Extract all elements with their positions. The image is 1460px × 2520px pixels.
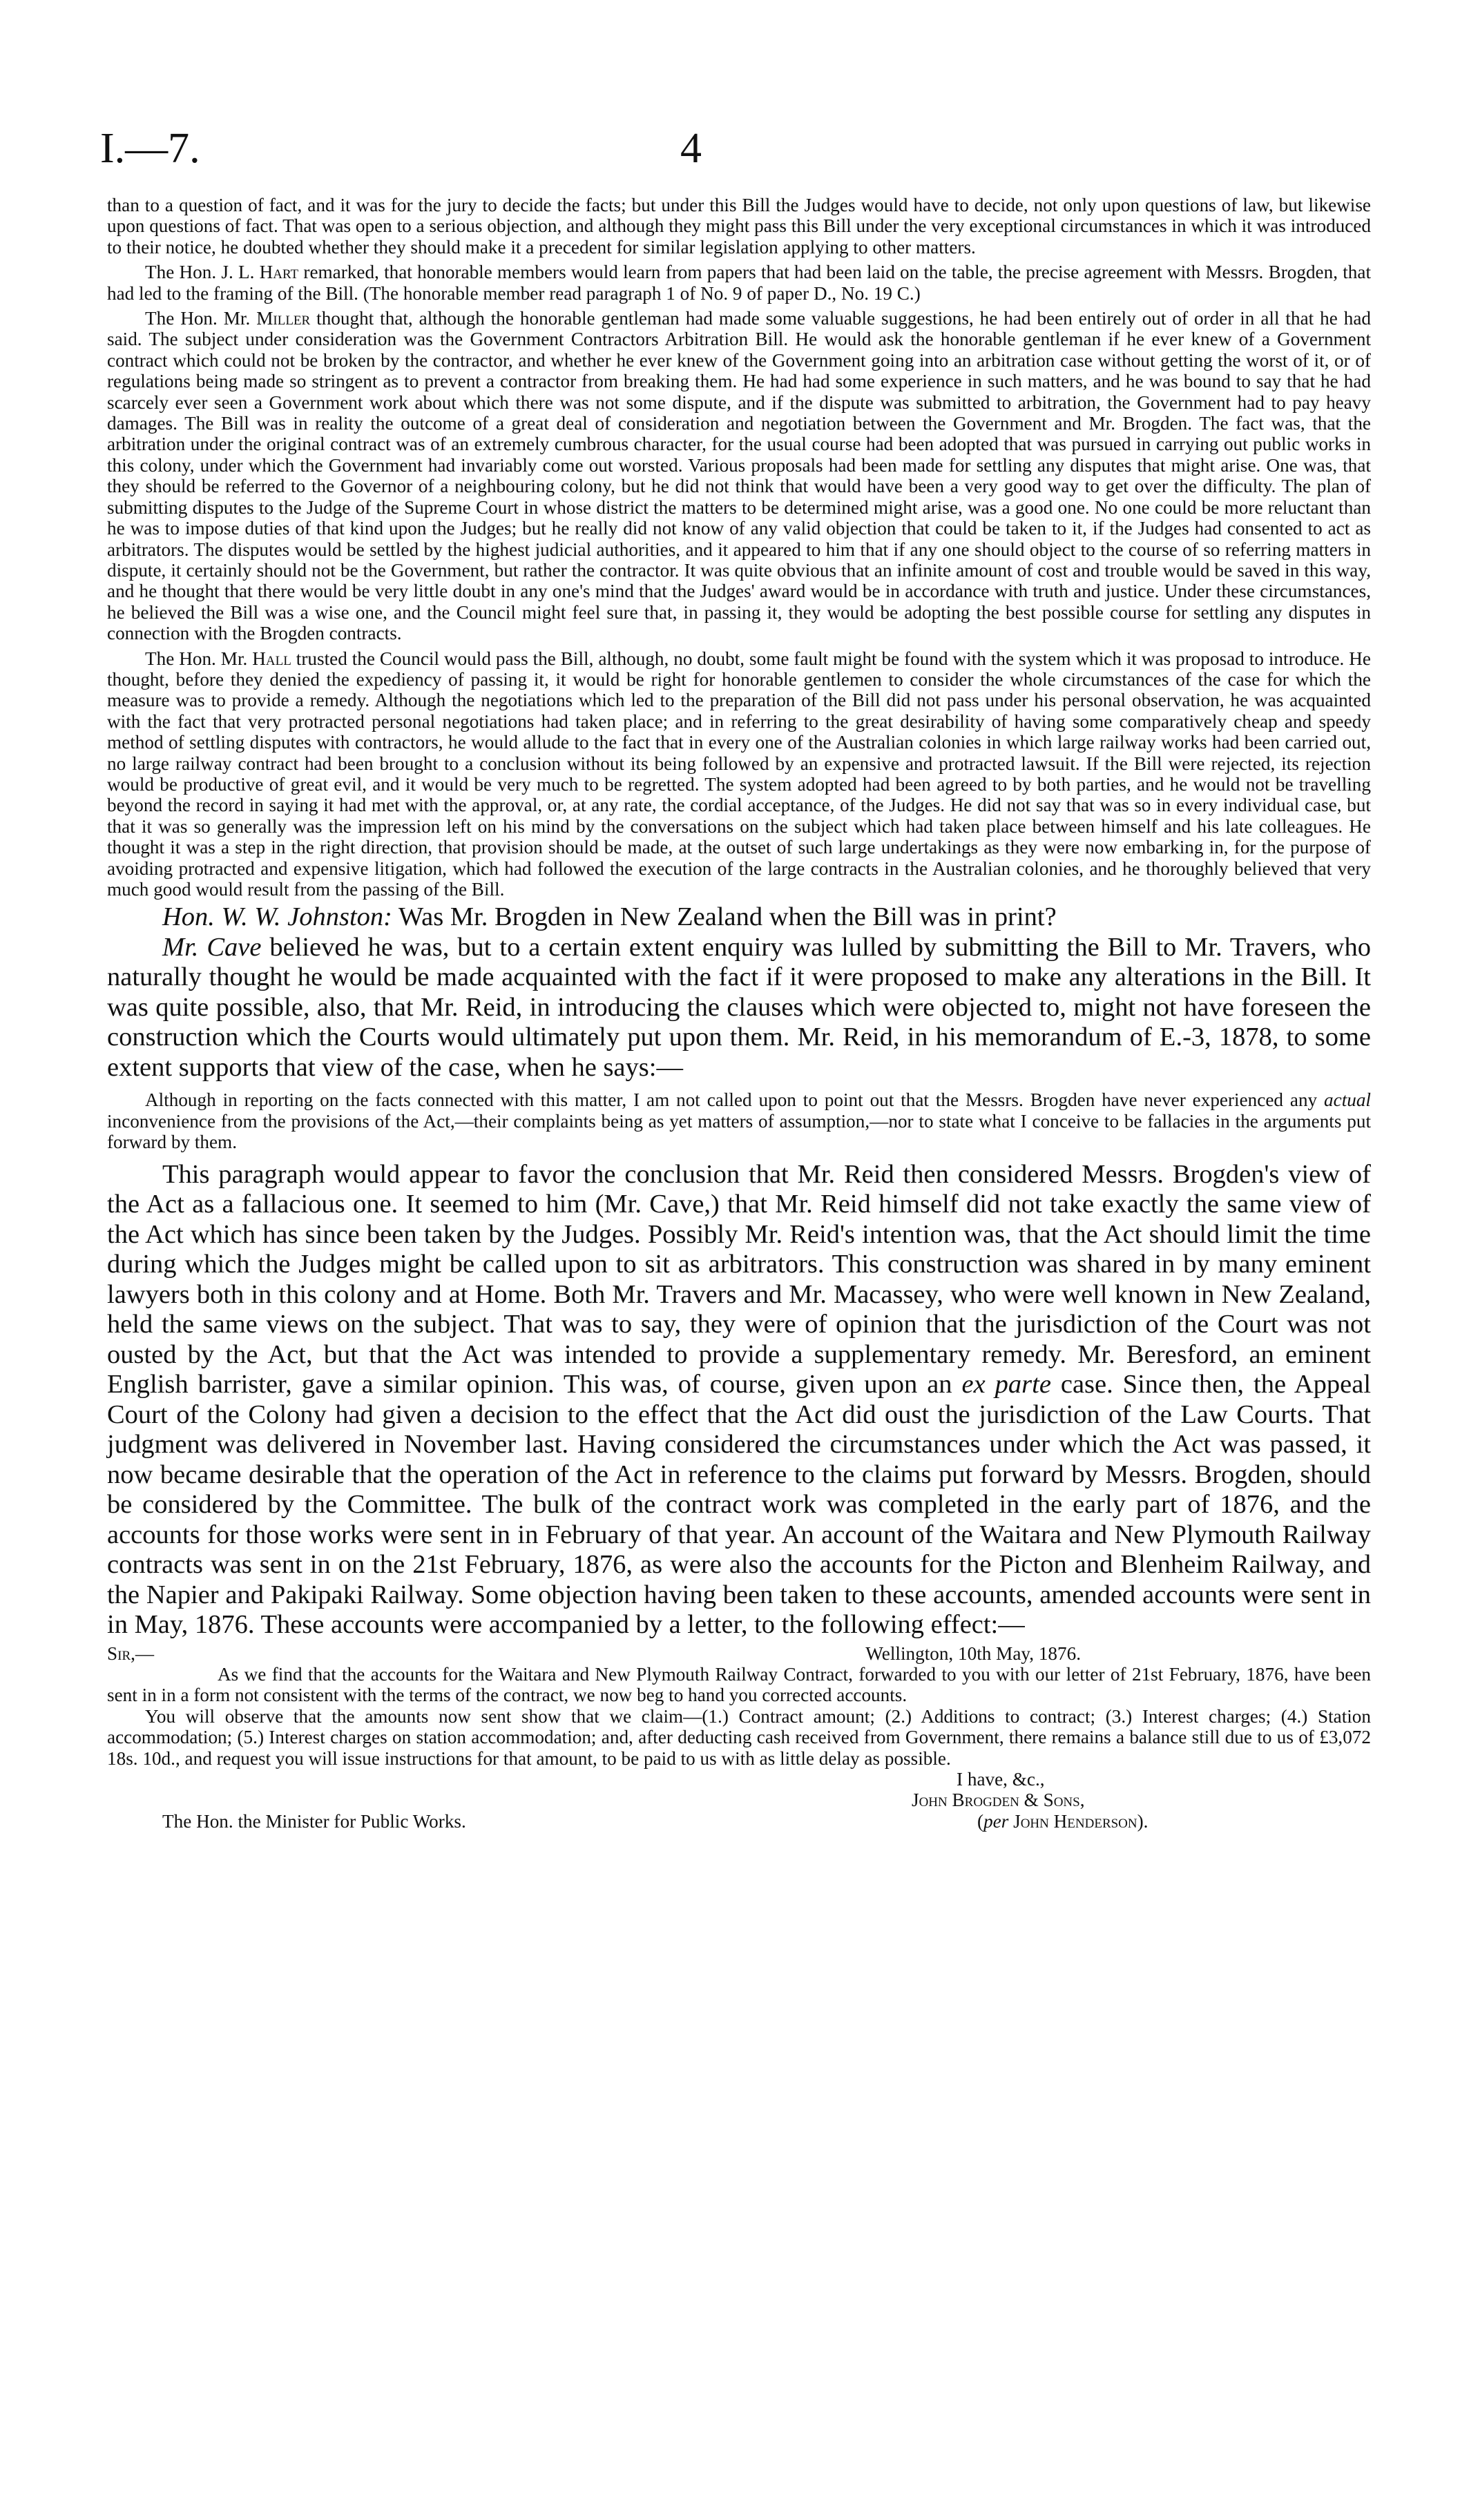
speaker-name: Miller: [256, 308, 311, 329]
paragraph-cave-continued: [107, 1160, 1371, 1640]
page-reference: I.—7.: [100, 125, 200, 172]
letter-place-date: Wellington, 10th May, 1876.: [865, 1642, 1081, 1664]
paragraph-hart: [107, 262, 1371, 304]
paragraph-text: thought that, although the honorable gentleman had made some valuable suggestions, he had been entirely out of order in all that he had said. The subject under consideration was the Government Contractors Arbitration Bill. He would ask the honorable gentleman if he ever knew of a Government contract which could not be broken by the contractor, and whether he ever knew of the Government going into an arbitration case without getting the worst of it, or of regulations being made so stringent as to prevent a contractor from breaking them. He had had some experience in such matters, and he was bound to say that he had scarcely ever seen a Government work about which there was not some dispute, and if the dispute was submitted to arbitration, the Government had to pay heavy damages. The Bill was in reality the outcome of a great deal of consideration and negotiation between the Government and Mr. Brogden. The fact was, that the arbitration under the original contract was of an extremely cumbrous character, for the usual course had been adopted that was pursued in carrying out public works in this colony, under which the Government had invariably come out worsted. Various proposals had been made for settling any disputes that might arise. One was, that they should be referred to the Governor of a neighbouring colony, but he did not think that would have been a very good way to get over the difficulty. The plan of submitting disputes to the Judge of the Supreme Court in whose district the matters to be determined might arise, was a good one. No one could be more reluctant than he was to impose duties of that kind upon the Judges; but he really did not know of any valid objection that could be taken to it, if the Judges had consented to act as arbitrators. The disputes would be settled by the highest judicial authorities, and it appeared to him that if any one should object to the course of so referring matters in dispute, it certainly should not be the Government, but rather the contractor. It was quite obvious that an infinite amount of cost and trouble would be saved in this way, and he thought that there would be very little doubt in any one's mind that the Judges' award would be in accordance with truth and justice. Under these circumstances, he believed the Bill was a wise one, and the Council might feel sure that, in passing it, they would be adopting the best possible course for settling any disputes in connection with the Brogden contracts.: [107, 308, 1371, 644]
page-content: [107, 195, 1371, 1832]
speaker-lead: The Hon. Mr.: [145, 308, 251, 329]
letter-paragraph: You will observe that the amounts now sent show that we claim—(1.) Contract amount; (2.) Additions to contract; (3.) Interest charges; (4.) Station accommodation; (5.) Interest charges on station accommodation; and, after deducting cash received from Government, there remains a balance still due to us of £3,072 18s. 10d., and request you will issue instructions for that amount, to be paid to us with as little delay as possible.: [107, 1705, 1371, 1769]
paragraph-emphasis: ex parte: [961, 1370, 1051, 1399]
question-johnston: [107, 902, 1371, 933]
quote-text: Although in reporting on the facts connected with this matter, I am not called upon to point out that the Messrs. Brogden have never experienced any: [145, 1089, 1318, 1111]
letter-complimentary-close: I have, &c.,: [957, 1769, 1045, 1790]
letter-addressee: The Hon. the Minister for Public Works.: [162, 1810, 466, 1832]
speaker-name: Hon. W. W. Johnston:: [162, 902, 392, 932]
per-word: per: [983, 1810, 1009, 1832]
paragraph-hall: [107, 648, 1371, 900]
paragraph-continuation: than to a question of fact, and it was for the jury to decide the facts; but under this Bill the Judges would have to decide, not only upon questions of law, but likewise upon questions of fact. That was open to a serious objection, and although they might pass this Bill under the very exceptional circumstances in which it was introduced to their notice, he doubted whether they should make it a precedent for similar legislation applying to other matters.: [107, 195, 1371, 258]
paragraph-text: This paragraph would appear to favor the conclusion that Mr. Reid then considered Messrs. Brogden's view of the Act as a fallacious one. It seemed to him (Mr. Cave,) that Mr. Reid himself did not take exactly the same view of the Act which has since been taken by the Judges. Possibly Mr. Reid's intention was, that the Act should limit the time during which the Judges might be called upon to sit as arbitrators. This construction was shared in by many eminent lawyers both in this colony and at Home. Both Mr. Travers and Mr. Macassey, who were well known in New Zealand, held the same views on the subject. That was to say, they were of opinion that the jurisdiction of the Court was not ousted by the Act, but that the Act was intended to provide a supplementary remedy. Mr. Beresford, an eminent English barrister, gave a similar opinion. This was, of course, given upon an: [107, 1159, 1371, 1399]
letter-signature: John Brogden & Sons,: [912, 1790, 1085, 1811]
page-number: 4: [680, 125, 702, 172]
paragraph-text: Was Mr. Brogden in New Zealand when the Bill was in print?: [398, 902, 1057, 932]
quote-text: inconvenience from the provisions of the Act,—their complaints being as yet matters of assumption,—nor to state what I conceive to be fallacies in the arguments put forward by them.: [107, 1110, 1371, 1153]
paragraph-text: remarked, that honorable members would learn from papers that had been laid on the table, the precise agreement with Messrs. Brogden, that had led to the framing of the Bill. (The honorable member read paragraph 1 of No. 9 of paper D., No. 19 C.): [107, 262, 1372, 304]
letter-paragraph: As we find that the accounts for the Waitara and New Plymouth Railway Contract, forwarded to you with our letter of 21st February, 1876, have been sent in in a form not consistent with the terms of the contract, we now beg to hand you corrected accounts.: [107, 1664, 1371, 1706]
page-header: [100, 124, 1357, 173]
paragraph-miller: [107, 308, 1371, 644]
speaker-name: Hall: [252, 648, 291, 669]
per-name: John Henderson: [1013, 1810, 1137, 1832]
paragraph-text: trusted the Council would pass the Bill, although, no doubt, some fault might be found with the system which it was proposad to introduce. He thought, before they denied the expediency of passing it, it would be right for honorable gentlemen to consider the whole circumstances of the case for which the measure was to provide a remedy. Although the negotiations which led to the preparation of the Bill did not pass under his personal observation, he was acquainted with the fact that very protracted personal negotiations had taken place; and in referring to the great desirability of having some comparatively cheap and speedy method of settling disputes with contractors, he would allude to the fact that in every one of the Australian colonies in which large railway works had been carried out, no large railway contract had been brought to a conclusion without its being followed by an expensive and protracted lawsuit. If the Bill were rejected, its rejection would be productive of great evil, and it would be very much to be regretted. The system adopted had been agreed to by both parties, and he would not be travelling beyond the record in saying it had met with the approval, or, at any rate, the cordial acceptance, of the Judges. He did not say that was so in every individual case, but that it was so generally was the impression left on his mind by the conversations on the subject which had taken place between himself and his late colleagues. He thought it was a step in the right direction, that provision should be made, at the outset of such large undertakings as they were now embarking in, for the purpose of avoiding protracted and expensive litigation, which had followed the execution of the large contracts in the Australian colonies, and he thoroughly believed that very much good would result from the passing of the Bill.: [107, 648, 1371, 900]
speaker-lead: The Hon. J. L.: [145, 262, 255, 283]
quoted-memorandum: [107, 1089, 1371, 1152]
letter-per-line: [977, 1811, 1148, 1832]
letter: [107, 1643, 1371, 1832]
letter-body: [107, 1664, 1371, 1769]
letter-footer: [107, 1811, 1371, 1832]
speaker-lead: The Hon. Mr.: [145, 648, 248, 669]
letter-header: [107, 1643, 1371, 1664]
paragraph-text: case. Since then, the Appeal Court of the Colony had given a decision to the effect that the Act did oust the jurisdiction of the Law Courts. That judgment was delivered in November last. Having considered the circumstances under which the Act was passed, it now became desirable that the operation of the Act in reference to the claims put forward by Messrs. Brogden, should be considered by the Committee. The bulk of the contract work was completed in the early part of 1876, and the accounts for those works were sent in in February of that year. An account of the Waitara and New Plymouth Railway contracts was sent in on the 21st February, 1876, as were also the accounts for the Picton and Blenheim Railway, and the Napier and Pakipaki Railway. Some objection having been taken to these accounts, amended accounts were sent in in May, 1876. These accounts were accompanied by a letter, to the following effect:—: [107, 1370, 1372, 1640]
per-close: ).: [1137, 1810, 1149, 1832]
speaker-name: Mr. Cave: [162, 932, 262, 962]
answer-cave: [107, 933, 1371, 1083]
letter-closing: [107, 1769, 1371, 1832]
per-open: (: [977, 1810, 984, 1832]
paragraph-text: believed he was, but to a certain extent enquiry was lulled by submitting the Bill to Mr. Travers, who naturally thought he would be made acquainted with the fact if it were proposed to make any alterations in the Bill. It was quite possible, also, that Mr. Reid, in introducing the clauses which were objected to, might not have foreseen the construction which the Courts would ultimately put upon them. Mr. Reid, in his memorandum of E.-3, 1878, to some extent supports that view of the case, when he says:—: [107, 932, 1371, 1082]
letter-salutation: Sir,—: [107, 1642, 155, 1664]
quote-emphasis: actual: [1324, 1089, 1371, 1111]
speaker-name: Hart: [259, 262, 299, 283]
